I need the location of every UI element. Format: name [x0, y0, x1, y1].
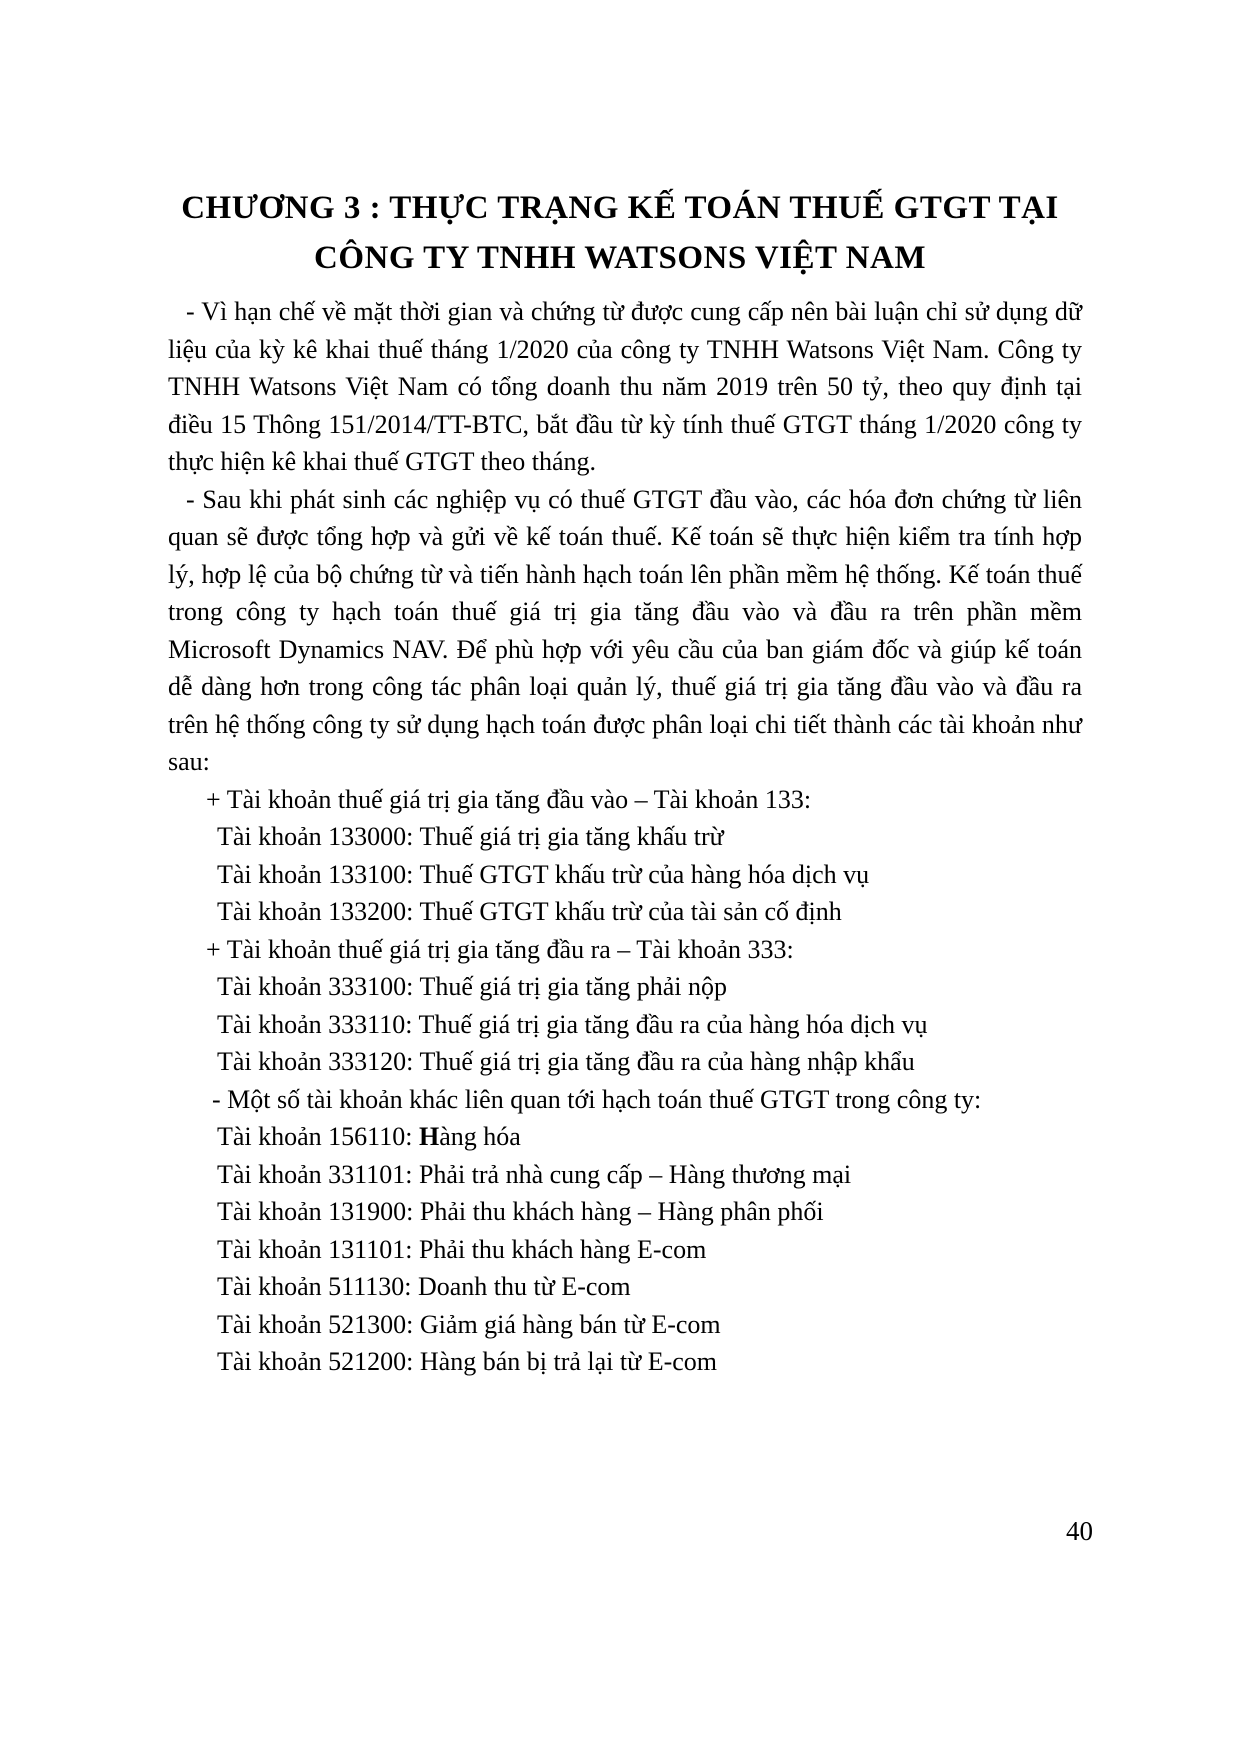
account-line-131101: Tài khoản 131101: Phải thu khách hàng E-com: [217, 1234, 707, 1264]
account-line-521300: Tài khoản 521300: Giảm giá hàng bán từ E-com: [217, 1309, 721, 1339]
account-line-156110-bold: H: [418, 1122, 440, 1151]
chapter-title-line-1: CHƯƠNG 3 : THỰC TRẠNG KẾ TOÁN THUẾ GTGT TẠI: [181, 190, 1059, 226]
account-line-331101: Tài khoản 331101: Phải trả nhà cung cấp – Hàng thương mại: [217, 1159, 852, 1189]
chapter-title: [120, 0, 1120, 283]
account-line-156110-prefix: Tài khoản 156110:: [217, 1122, 419, 1151]
chapter-title-line-2: CÔNG TY TNHH WATSONS VIỆT NAM: [313, 240, 926, 276]
account-line-156110-rest: àng hóa: [439, 1122, 521, 1151]
account-list: [168, 781, 1082, 1381]
account-line-333120: Tài khoản 333120: Thuế giá trị gia tăng đầu ra của hàng nhập khẩu: [217, 1047, 915, 1076]
account-line-156110: [168, 1118, 1082, 1156]
paragraph-process: - Sau khi phát sinh các nghiệp vụ có thuế GTGT đầu vào, các hóa đơn chứng từ liên quan sẽ được tổng hợp và gửi về kế toán thuế. Kế toán sẽ thực hiện kiểm tra tính hợp lý, hợp lệ của bộ chứng từ và tiến hành hạch toán lên phần mềm hệ thống. Kế toán thuế trong công ty hạch toán thuế giá trị gia tăng đầu vào và đầu ra trên phần mềm Microsoft Dynamics NAV. Để phù hợp với yêu cầu của ban giám đốc và giúp kế toán dễ dàng hơn trong công tác phân loại quản lý, thuế giá trị gia tăng đầu vào và đầu ra trên hệ thống công ty sử dụng hạch toán được phân loại chi tiết thành các tài khoản như sau:: [168, 484, 1082, 776]
account-line-133100: Tài khoản 133100: Thuế GTGT khấu trừ của hàng hóa dịch vụ: [217, 859, 870, 889]
account-line-511130: Tài khoản 511130: Doanh thu từ E-com: [217, 1272, 631, 1301]
account-line-333100: Tài khoản 333100: Thuế giá trị gia tăng phải nộp: [217, 972, 728, 1001]
account-line-521200: Tài khoản 521200: Hàng bán bị trả lại từ E-com: [217, 1347, 718, 1376]
account-group-input-vat: + Tài khoản thuế giá trị gia tăng đầu vào – Tài khoản 133:: [206, 784, 812, 814]
account-group-other: - Một số tài khoản khác liên quan tới hạch toán thuế GTGT trong công ty:: [212, 1084, 982, 1114]
page-number: 40: [1066, 1516, 1093, 1546]
paragraph-scope: - Vì hạn chế về mặt thời gian và chứng từ được cung cấp nên bài luận chỉ sử dụng dữ liệu của kỳ kê khai thuế tháng 1/2020 của công ty TNHH Watsons Việt Nam. Công ty TNHH Watsons Việt Nam có tổng doanh thu năm 2019 trên 50 tỷ, theo quy định tại điều 15 Thông 151/2014/TT-BTC, bắt đầu từ kỳ tính thuế GTGT tháng 1/2020 công ty thực hiện kê khai thuế GTGT theo tháng.: [168, 297, 1082, 476]
account-line-131900: Tài khoản 131900: Phải thu khách hàng – Hàng phân phối: [217, 1197, 824, 1226]
account-group-output-vat: + Tài khoản thuế giá trị gia tăng đầu ra – Tài khoản 333:: [206, 934, 794, 964]
account-line-133200: Tài khoản 133200: Thuế GTGT khấu trừ của tài sản cố định: [217, 897, 842, 926]
account-line-333110: Tài khoản 333110: Thuế giá trị gia tăng đầu ra của hàng hóa dịch vụ: [217, 1009, 928, 1039]
account-line-133000: Tài khoản 133000: Thuế giá trị gia tăng khấu trừ: [217, 822, 724, 851]
body-text: [168, 293, 1082, 1381]
